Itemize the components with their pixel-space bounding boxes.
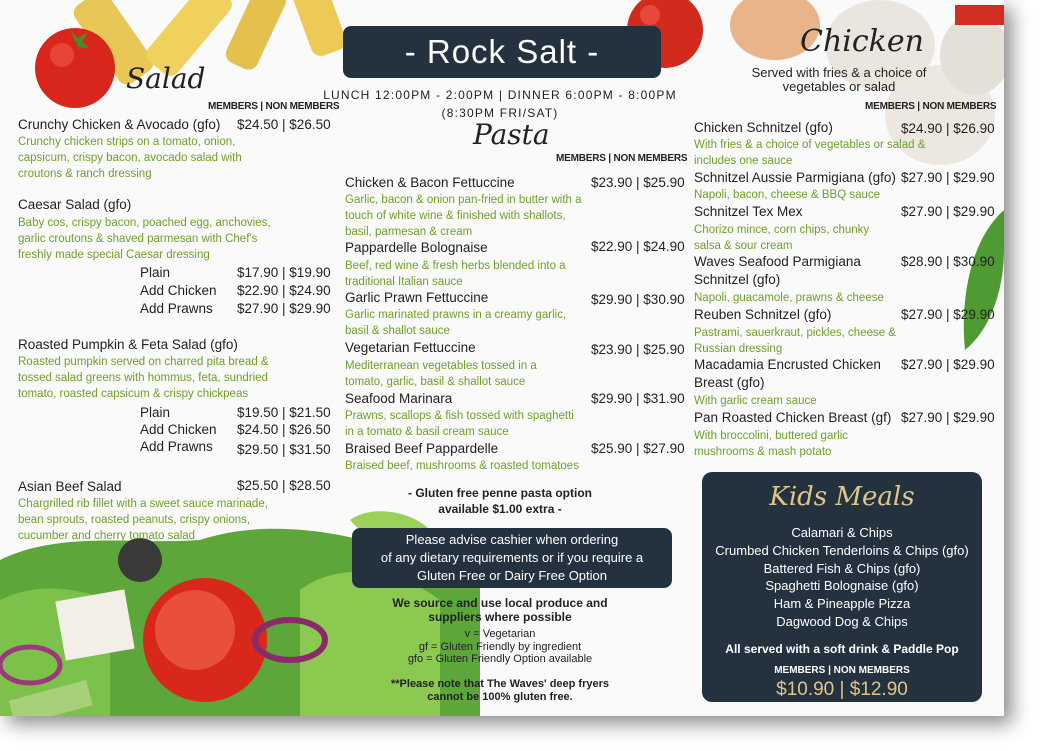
menu-item-desc: Crunchy chicken strips on a tomato, onion, capsicum, crispy bacon, avocado salad with croutons & ranch dressing [18,136,242,180]
menu-item-desc: Garlic marinated prawns in a creamy garlic, basil & shallot sauce [345,309,567,337]
menu-item-name: Braised Beef Pappardelle [345,441,499,456]
menu-item-price: $25.50 | $28.50 [237,478,331,493]
option-label: Plain [140,405,171,420]
chicken-heading: Chicken [800,24,924,59]
kids-item: Spaghetti Bolognaise (gfo) [765,578,919,594]
menu-item-desc: Mediterranean vegetables tossed in a tomato, garlic, basil & shallot sauce [345,360,537,388]
kids-price: $10.90 | $12.90 [776,678,908,700]
option-price: $19.50 | $21.50 [237,405,331,420]
menu-item-desc: Napoli, bacon, cheese & BBQ sauce [694,189,881,201]
pasta-price-columns: MEMBERS | NON MEMBERS [556,153,688,164]
basil-graphic [964,210,1004,350]
menu-item-name: Seafood Marinara [345,391,453,406]
option-label: Add Chicken [140,422,217,437]
menu-item-price: $23.90 | $25.90 [591,175,685,190]
menu-item-desc: Beef, red wine & fresh herbs blended into a traditional Italian sauce [345,260,566,288]
restaurant-title: - Rock Salt - [404,33,600,70]
menu-item-price: $29.90 | $31.90 [591,391,685,406]
menu-item-name-cont: Breast (gfo) [694,375,765,390]
menu-item-price: $27.90 | $29.90 [901,204,995,219]
menu-item-price: $29.90 | $30.90 [591,292,685,307]
menu-item-desc: Pastrami, sauerkraut, pickles, cheese & Russian dressing [694,327,896,355]
menu-item-price: $24.50 | $26.50 [237,117,331,132]
option-label: Add Chicken [140,283,217,298]
kids-item: Calamari & Chips [791,525,893,540]
local-produce-note: We source and use local produce and suppliers where possible [392,596,608,624]
menu-item-price: $23.90 | $25.90 [591,342,685,357]
option-label: Plain [140,265,171,280]
salad-heading: Salad [126,62,206,95]
kids-items [702,524,982,631]
menu-item-price: $24.90 | $26.90 [901,121,995,136]
menu-item-name: Reuben Schnitzel (gfo) [694,307,832,322]
option-price: $17.90 | $19.90 [237,265,331,280]
menu-item-name-cont: Schnitzel (gfo) [694,272,781,287]
menu-item-price: $25.90 | $27.90 [591,441,685,456]
menu-item-price: $27.90 | $29.90 [901,307,995,322]
menu-item-desc: Prawns, scallops & fish tossed with spaghetti in a tomato & basil cream sauce [345,410,574,438]
option-price: $29.50 | $31.50 [237,442,331,457]
chicken-price-columns: MEMBERS | NON MEMBERS [865,101,997,112]
menu-item-name: Waves Seafood Parmigiana [694,254,861,269]
kids-item: Dagwood Dog & Chips [776,613,908,629]
menu-item-name: Asian Beef Salad [18,479,122,494]
menu-item-desc: Baby cos, crispy bacon, poached egg, anchovies, garlic croutons & shaved parmesan with Chef's freshly made special Caesar dressing [18,217,271,261]
fryer-note: **Please note that The Waves' deep fryers cannot be 100% gluten free. [390,678,609,703]
option-label: Add Prawns [140,439,213,454]
menu-item-desc: With broccolini, buttered garlic mushrooms & mash potato [694,430,849,458]
menu-item-desc: Chargrilled rib fillet with a sweet sauce marinade, bean sprouts, roasted peanuts, crispy onions, cucumber and cherry tomato salad [18,498,268,542]
title-banner [343,26,661,78]
kids-item: Battered Fish & Chips (gfo) [763,560,921,576]
menu-item-name: Roasted Pumpkin & Feta Salad (gfo) [18,337,238,352]
kids-heading: Kids Meals [769,482,915,512]
kids-item: Crumbed Chicken Tenderloins & Chips (gfo) [715,542,969,558]
kids-item: Ham & Pineapple Pizza [773,596,911,612]
dietary-legend: v = Vegetarian gf = Gluten Friendly by ingredient gfo = Gluten Friendly Option available [407,628,593,665]
menu-item-price: $22.90 | $24.90 [591,239,685,254]
gluten-free-option: - Gluten free penne pasta option available $1.00 extra - [407,486,592,516]
menu-item-name: Pan Roasted Chicken Breast (gf) [694,410,892,425]
menu-item-desc: Roasted pumpkin served on charred pita bread & tossed salad greens with hommus, feta, sundried tomato, roasted capsicum & crispy chickpeas [18,356,269,400]
menu-item-name: Caesar Salad (gfo) [18,197,132,212]
menu-item-name: Schnitzel Aussie Parmigiana (gfo) [694,170,896,185]
pasta-heading: Pasta [473,118,550,151]
menu-item-desc: With garlic cream sauce [694,395,817,407]
menu-item-desc: Garlic, bacon & onion pan-fried in butter with a touch of white wine & finished with shallots, basil, parmesan & cream [345,194,582,238]
menu-item-price: $27.90 | $29.90 [901,357,995,372]
chicken-subtitle: Served with fries & a choice of vegetables or salad [751,65,927,94]
menu-item-desc: With fries & a choice of vegetables or salad & includes one sauce [694,139,926,167]
menu-item-name: Crunchy Chicken & Avocado (gfo) [18,117,221,132]
menu-item-name: Pappardelle Bolognaise [345,240,488,255]
menu-item-name: Chicken & Bacon Fettuccine [345,175,515,190]
menu-item-name: Garlic Prawn Fettuccine [345,290,489,305]
menu-item-desc: Chorizo mince, corn chips, chunky salsa & sour cream [694,224,870,252]
option-price: $27.90 | $29.90 [237,301,331,316]
menu-item-desc: Napoli, guacamole, prawns & cheese [694,292,884,304]
menu-item-name: Macadamia Encrusted Chicken [694,357,881,372]
salad-price-columns: MEMBERS | NON MEMBERS [208,101,340,112]
kids-price-columns: MEMBERS | NON MEMBERS [774,664,910,676]
option-price: $22.90 | $24.90 [237,283,331,298]
menu-item-price: $28.90 | $30.90 [901,254,995,269]
menu-item-name: Vegetarian Fettuccine [345,340,476,355]
menu-item-name: Schnitzel Tex Mex [694,204,803,219]
option-label: Add Prawns [140,301,213,316]
menu-item-price: $27.90 | $29.90 [901,410,995,425]
opening-hours: LUNCH 12:00PM - 2:00PM | DINNER 6:00PM - 8:00PM (8:30PM FRI/SAT) [323,88,677,120]
dietary-notice: Please advise cashier when ordering of any dietary requirements or if you require a Gluten Free or Dairy Free Option [352,528,672,588]
menu-item-name: Chicken Schnitzel (gfo) [694,120,833,135]
kids-note: All served with a soft drink & Paddle Pop [725,641,959,656]
kids-meals-panel [702,472,982,702]
menu-item-desc: Braised beef, mushrooms & roasted tomatoes [345,460,579,472]
menu-item-price: $27.90 | $29.90 [901,170,995,185]
option-price: $24.50 | $26.50 [237,422,331,437]
